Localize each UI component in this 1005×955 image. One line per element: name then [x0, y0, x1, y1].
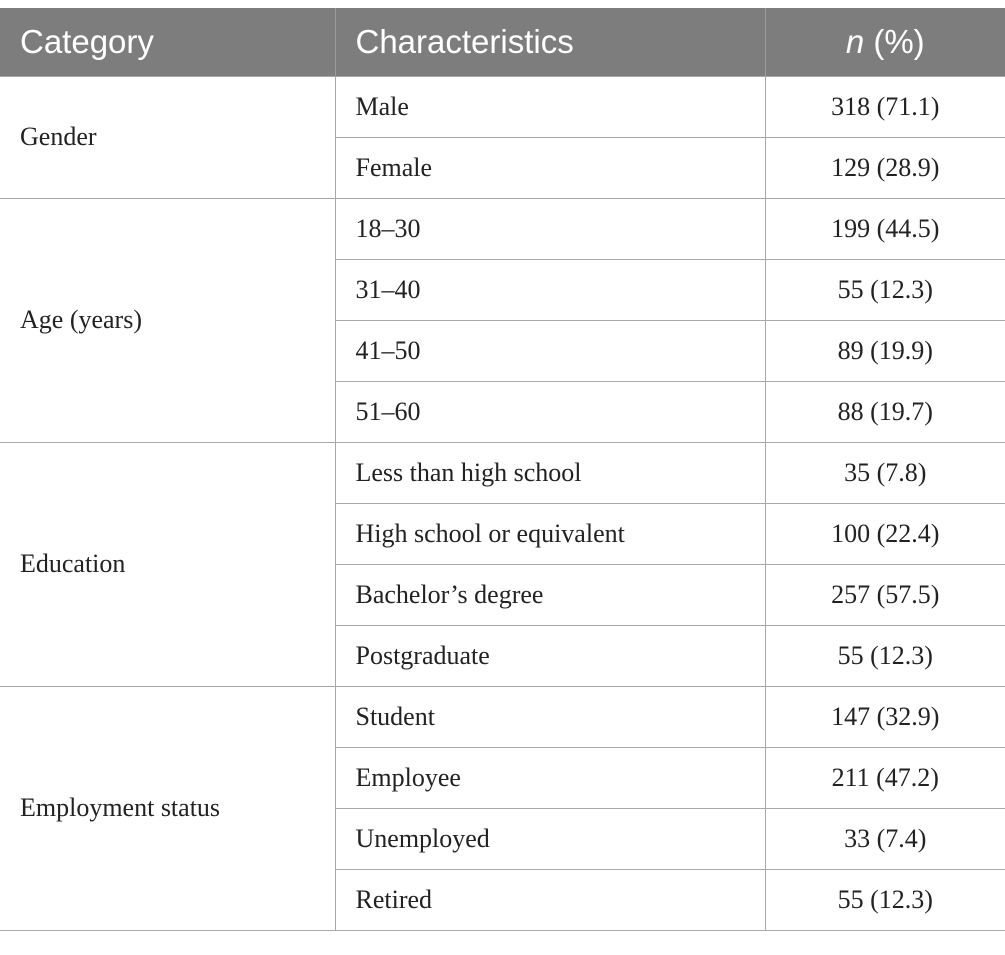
category-cell-gender: Gender [0, 76, 335, 198]
table-body [0, 76, 1005, 930]
value-cell: 55 (12.3) [765, 869, 1005, 930]
characteristic-cell: 31–40 [335, 259, 765, 320]
value-cell: 88 (19.7) [765, 381, 1005, 442]
characteristic-cell: 18–30 [335, 198, 765, 259]
header-characteristics: Characteristics [335, 8, 765, 76]
demographics-table [0, 8, 1005, 931]
characteristic-cell: Retired [335, 869, 765, 930]
category-cell-age: Age (years) [0, 198, 335, 442]
value-cell: 318 (71.1) [765, 76, 1005, 137]
value-cell: 33 (7.4) [765, 808, 1005, 869]
table-row [0, 686, 1005, 747]
header-pct-label: (%) [864, 22, 925, 60]
value-cell: 129 (28.9) [765, 137, 1005, 198]
value-cell: 100 (22.4) [765, 503, 1005, 564]
demographics-table-container [0, 8, 1005, 931]
header-category: Category [0, 8, 335, 76]
value-cell: 199 (44.5) [765, 198, 1005, 259]
characteristic-cell: Employee [335, 747, 765, 808]
value-cell: 257 (57.5) [765, 564, 1005, 625]
characteristic-cell: Female [335, 137, 765, 198]
value-cell: 55 (12.3) [765, 625, 1005, 686]
table-header [0, 8, 1005, 76]
characteristic-cell: 41–50 [335, 320, 765, 381]
category-cell-education: Education [0, 442, 335, 686]
characteristic-cell: Postgraduate [335, 625, 765, 686]
characteristic-cell: Bachelor’s degree [335, 564, 765, 625]
characteristic-cell: Student [335, 686, 765, 747]
characteristic-cell: 51–60 [335, 381, 765, 442]
characteristic-cell: Less than high school [335, 442, 765, 503]
characteristic-cell: Male [335, 76, 765, 137]
header-n-percent [765, 8, 1005, 76]
table-row [0, 198, 1005, 259]
characteristic-cell: High school or equivalent [335, 503, 765, 564]
value-cell: 55 (12.3) [765, 259, 1005, 320]
value-cell: 211 (47.2) [765, 747, 1005, 808]
header-n-label: n [845, 22, 865, 60]
header-row [0, 8, 1005, 76]
value-cell: 147 (32.9) [765, 686, 1005, 747]
table-row [0, 442, 1005, 503]
value-cell: 89 (19.9) [765, 320, 1005, 381]
value-cell: 35 (7.8) [765, 442, 1005, 503]
characteristic-cell: Unemployed [335, 808, 765, 869]
table-row [0, 76, 1005, 137]
category-cell-employment: Employment status [0, 686, 335, 930]
